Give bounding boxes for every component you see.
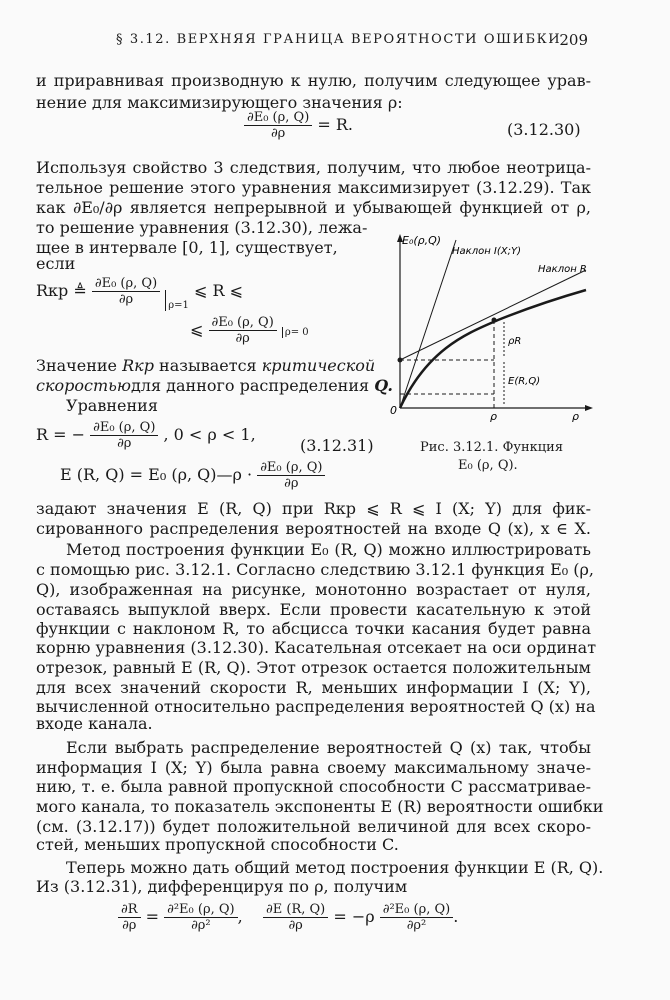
e0-curve bbox=[400, 290, 586, 408]
rho-r-label: ρR bbox=[508, 336, 522, 347]
text-line: если bbox=[36, 254, 76, 273]
e-rq-label: E(R,Q) bbox=[508, 376, 541, 387]
equation-derivatives: $\frac{\partial R}{\partial\rho}$ = $\frac{\text{∂²E₀ (ρ, Q)}}{\text{∂ρ²}}$ , $\frac{\partial E (R, Q)}{\partial\rho}$ = −ρ $\frac{\text{∂²E₀ (ρ, Q)}}{\text{∂ρ²}}$ . bbox=[118, 902, 458, 933]
text-line: как ∂E₀/∂ρ является непрерывной и убывающей функцией от ρ, bbox=[36, 198, 591, 217]
text-line: вычисленной относительно распределения вероятностей Q (x) на bbox=[36, 697, 596, 716]
tangent-point bbox=[492, 318, 497, 323]
x-axis-label: ρ bbox=[572, 410, 579, 423]
text-line: Q), изображенная на рисунке, монотонно возрастает от нуля, bbox=[36, 580, 591, 599]
text-line: функции с наклоном R, то абсцисса точки касания будет равна bbox=[36, 619, 591, 638]
intercept-point bbox=[398, 358, 403, 363]
x-tick-label: ρ bbox=[490, 410, 497, 423]
text-line: для всех значений скорости R, меньших информации I (X; Y), bbox=[36, 678, 591, 697]
text-line: (см. (3.12.17)) будет положительной величиной для всех скоро- bbox=[36, 817, 591, 836]
x-axis-arrow bbox=[585, 405, 593, 411]
text-line: Метод построения функции E₀ (R, Q) можно иллюстрировать bbox=[66, 540, 591, 559]
equation-rkr-upper: ⩽ $\frac{\text{∂E₀ (ρ, Q)}}{\partial\rho}$ ρ= 0 bbox=[190, 315, 309, 346]
slope-r-label: Наклон R bbox=[538, 264, 587, 275]
text-line: нию, т. е. была равной пропускной способности C рассматривае- bbox=[36, 777, 591, 796]
y-axis-label: E₀(ρ,Q) bbox=[402, 234, 442, 247]
figure-caption-function: E₀ (ρ, Q). bbox=[458, 458, 518, 473]
figure-3-12-1 bbox=[388, 228, 598, 423]
text-line: оставаясь выпуклой вверх. Если провести касательную к этой bbox=[36, 600, 591, 619]
equation-3-12-31-a: R = − $\frac{\text{∂E₀ (ρ, Q)}}{\partial\rho}$ , 0 < ρ < 1, bbox=[36, 420, 256, 451]
text-line: корню уравнения (3.12.30). Касательная отсекает на оси ординат bbox=[36, 638, 597, 657]
text-line: мого канала, то показатель экспоненты E (R) вероятности ошибки bbox=[36, 797, 604, 816]
origin-label: 0 bbox=[390, 404, 397, 417]
tangent-slope-r bbox=[400, 270, 586, 360]
text-line: Значение Rкр называется критической bbox=[36, 356, 376, 375]
text-line: нение для максимизирующего значения ρ: bbox=[36, 93, 403, 112]
text-line: с помощью рис. 3.12.1. Согласно следствию 3.12.1 функция E₀ (ρ, bbox=[36, 560, 594, 579]
text-line: щее в интервале [0, 1], существует, bbox=[36, 238, 338, 257]
text-line: стей, меньших пропускной способности C. bbox=[36, 835, 399, 854]
slope-ixy-label: Наклон I(X;Y) bbox=[452, 246, 521, 257]
equation-label: (3.12.30) bbox=[507, 120, 581, 139]
header-title: § 3.12. ВЕРХНЯЯ ГРАНИЦА ВЕРОЯТНОСТИ ОШИБКИ bbox=[116, 32, 562, 47]
text-line: Теперь можно дать общий метод построения функции E (R, Q). bbox=[66, 858, 604, 877]
text-line: тельное решение этого уравнения максимизирует (3.12.29). Так bbox=[36, 178, 591, 197]
equation-3-12-31-b: E (R, Q) = E₀ (ρ, Q)—ρ · $\frac{\text{∂E₀ (ρ, Q)}}{\partial\rho}$ bbox=[60, 460, 325, 491]
text-line: отрезок, равный E (R, Q). Этот отрезок остается положительным bbox=[36, 658, 591, 677]
equation-3-12-30: $\frac{\text{∂E₀ (ρ, Q)}}{\partial\rho}$ = R. bbox=[244, 110, 353, 141]
text-line: входе канала. bbox=[36, 714, 153, 733]
text-line: и приравнивая производную к нулю, получим следующее урав- bbox=[36, 71, 591, 90]
running-header bbox=[116, 32, 586, 47]
text-line: Из (3.12.31), дифференцируя по ρ, получим bbox=[36, 877, 408, 896]
text-line: то решение уравнения (3.12.30), лежа- bbox=[36, 218, 368, 237]
page-number: 209 bbox=[559, 31, 588, 49]
equation-rkr-definition: Rкр ≜ $\frac{\text{∂E₀ (ρ, Q)}}{\partial\rho}$ $_{\rho=1}$ ⩽ R ⩽ bbox=[36, 276, 243, 311]
tangent-slope-ixy bbox=[400, 240, 456, 408]
equation-label: (3.12.31) bbox=[300, 436, 374, 455]
text-line: информация I (X; Y) была равна своему максимальному значе- bbox=[36, 758, 591, 777]
figure-caption: Рис. 3.12.1. Функция bbox=[420, 440, 564, 455]
text-line: задают значения E (R, Q) при Rкр ⩽ R ⩽ I (X; Y) для фик- bbox=[36, 499, 591, 518]
text-line: скоростьюдля данного распределения Q. bbox=[36, 376, 393, 395]
text-line: сированного распределения вероятностей на входе Q (x), x ∈ X. bbox=[36, 519, 591, 538]
text-line: Уравнения bbox=[66, 396, 158, 415]
text-line: Используя свойство 3 следствия, получим, что любое неотрица- bbox=[36, 158, 591, 177]
text-line: Если выбрать распределение вероятностей Q (x) так, чтобы bbox=[66, 738, 591, 757]
